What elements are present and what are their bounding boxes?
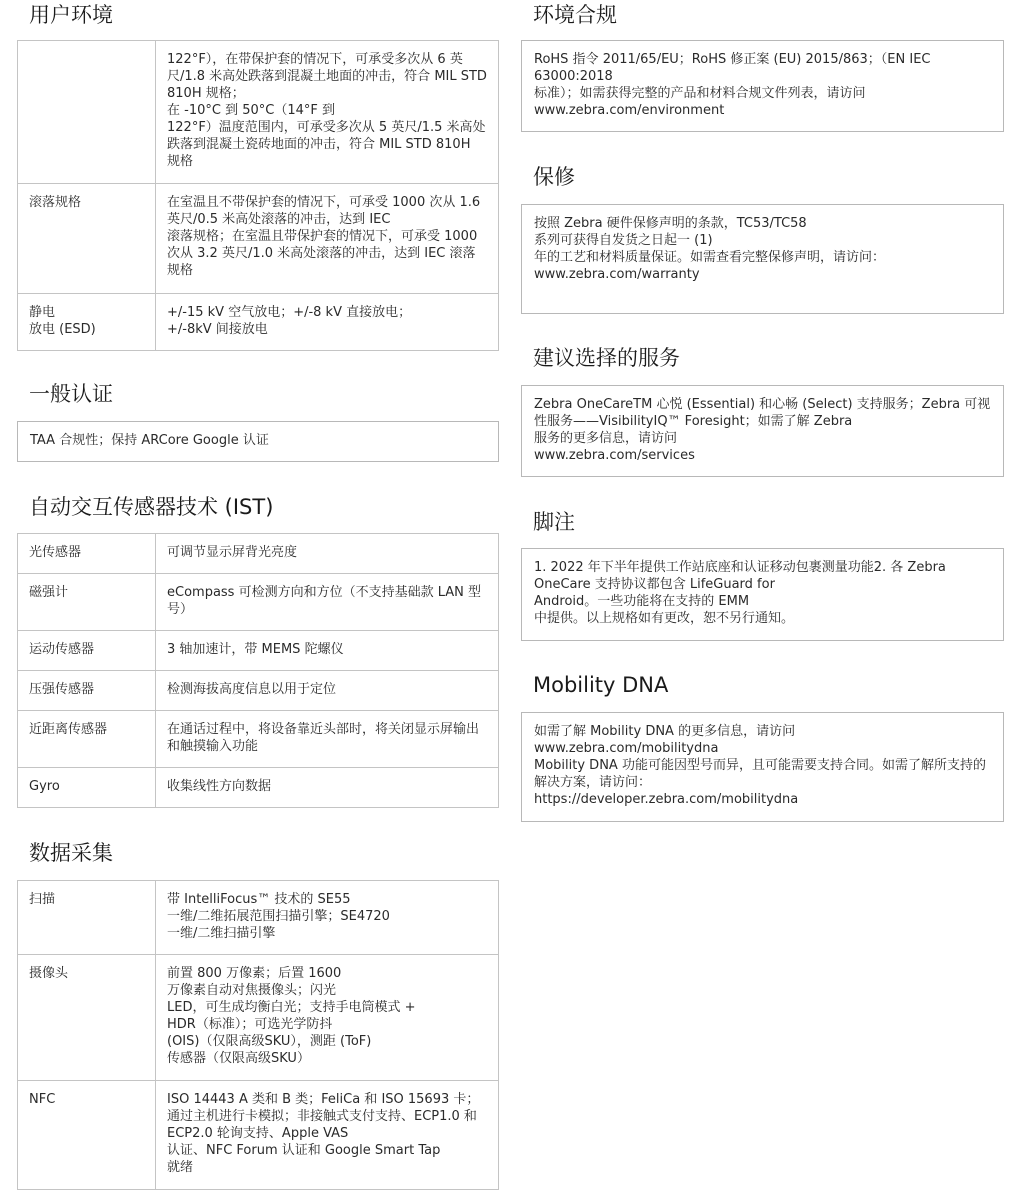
services-box: Zebra OneCareTM 心悦 (Essential) 和心畅 (Select) 支持服务；Zebra 可视性服务——VisibilityIQ™ Foresight；如需了解 Zebra 服务的更多信息，请访问 www.zebra.com/services	[521, 385, 1004, 477]
spec-key	[18, 41, 156, 184]
table-row	[18, 184, 499, 294]
spec-value: 在通话过程中，将设备靠近头部时，将关闭显示屏输出和触摸输入功能	[156, 711, 499, 768]
spec-value: 检测海拔高度信息以用于定位	[156, 671, 499, 711]
spec-key: 扫描	[18, 881, 156, 955]
dna-box: 如需了解 Mobility DNA 的更多信息，请访问 www.zebra.com/mobilitydna Mobility DNA 功能可能因型号而异，且可能需要支持合同。如需了解所支持的解决方案，请访问： https://developer.zebra.com/mobilitydna	[521, 712, 1004, 822]
section-title-cert: 一般认证	[29, 382, 113, 406]
spec-key: 运动传感器	[18, 631, 156, 671]
spec-key: 近距离传感器	[18, 711, 156, 768]
spec-key: 磁强计	[18, 574, 156, 631]
section-title-env: 用户环境	[29, 3, 113, 27]
section-title-capture: 数据采集	[29, 841, 113, 865]
spec-value: 3 轴加速计，带 MEMS 陀螺仪	[156, 631, 499, 671]
table-row	[18, 955, 499, 1081]
spec-value: 前置 800 万像素；后置 1600 万像素自动对焦摄像头；闪光 LED，可生成均衡白光；支持手电筒模式 + HDR（标准）；可选光学防抖 (OIS)（仅限高级SKU），测距 (ToF) 传感器（仅限高级SKU）	[156, 955, 499, 1081]
capture-table	[17, 880, 499, 1190]
table-row	[18, 294, 499, 351]
spec-value: 在室温且不带保护套的情况下，可承受 1000 次从 1.6 英尺/0.5 米高处滚落的冲击，达到 IEC 滚落规格；在室温且带保护套的情况下，可承受 1000 次从 3.2 英尺/1.0 米高处滚落的冲击，达到 IEC 滚落规格	[156, 184, 499, 294]
table-row	[18, 768, 499, 808]
table-row	[18, 631, 499, 671]
table-row	[18, 574, 499, 631]
spec-key: Gyro	[18, 768, 156, 808]
compliance-box: RoHS 指令 2011/65/EU；RoHS 修正案 (EU) 2015/863；（EN IEC 63000:2018 标准）；如需获得完整的产品和材料合规文件列表，请访问 www.zebra.com/environment	[521, 40, 1004, 132]
spec-value: eCompass 可检测方向和方位（不支持基础款 LAN 型号）	[156, 574, 499, 631]
section-title-footnotes: 脚注	[533, 510, 575, 534]
spec-key: NFC	[18, 1081, 156, 1190]
warranty-box: 按照 Zebra 硬件保修声明的条款，TC53/TC58 系列可获得自发货之日起一 (1) 年的工艺和材料质量保证。如需查看完整保修声明，请访问： www.zebra.com/warranty	[521, 204, 1004, 314]
spec-key: 静电 放电 (ESD)	[18, 294, 156, 351]
footnotes-box: 1. 2022 年下半年提供工作站底座和认证移动包裹测量功能2. 各 Zebra OneCare 支持协议都包含 LifeGuard for Android。一些功能将在支持的 EMM 中提供。以上规格如有更改，恕不另行通知。	[521, 548, 1004, 641]
table-row	[18, 881, 499, 955]
spec-value: 带 IntelliFocus™ 技术的 SE55 一维/二维拓展范围扫描引擎；SE4720 一维/二维扫描引擎	[156, 881, 499, 955]
table-row	[18, 671, 499, 711]
ist-table	[17, 533, 499, 808]
table-row	[18, 1081, 499, 1190]
spec-value: 122°F），在带保护套的情况下，可承受多次从 6 英尺/1.8 米高处跌落到混凝土地面的冲击，符合 MIL STD 810H 规格； 在 -10°C 到 50°C（14°F 到 122°F）温度范围内，可承受多次从 5 英尺/1.5 米高处跌落到混凝土瓷砖地面的冲击，符合 MIL STD 810H 规格	[156, 41, 499, 184]
table-row	[18, 711, 499, 768]
section-title-warranty: 保修	[533, 165, 575, 189]
spec-key: 滚落规格	[18, 184, 156, 294]
spec-value: 收集线性方向数据	[156, 768, 499, 808]
section-title-ist: 自动交互传感器技术 (IST)	[29, 495, 274, 519]
spec-value: ISO 14443 A 类和 B 类；FeliCa 和 ISO 15693 卡；通过主机进行卡模拟；非接触式支付支持、ECP1.0 和 ECP2.0 轮询支持、Apple VAS 认证、NFC Forum 认证和 Google Smart Tap 就绪	[156, 1081, 499, 1190]
env-table	[17, 40, 499, 351]
section-title-compliance: 环境合规	[533, 3, 617, 27]
cert-box: TAA 合规性；保持 ARCore Google 认证	[17, 421, 499, 462]
table-row	[18, 534, 499, 574]
spec-value: +/-15 kV 空气放电；+/-8 kV 直接放电； +/-8kV 间接放电	[156, 294, 499, 351]
spec-key: 压强传感器	[18, 671, 156, 711]
spec-value: 可调节显示屏背光亮度	[156, 534, 499, 574]
table-row	[18, 41, 499, 184]
spec-key: 摄像头	[18, 955, 156, 1081]
section-title-services: 建议选择的服务	[533, 346, 680, 370]
section-title-dna: Mobility DNA	[533, 673, 669, 697]
spec-key: 光传感器	[18, 534, 156, 574]
